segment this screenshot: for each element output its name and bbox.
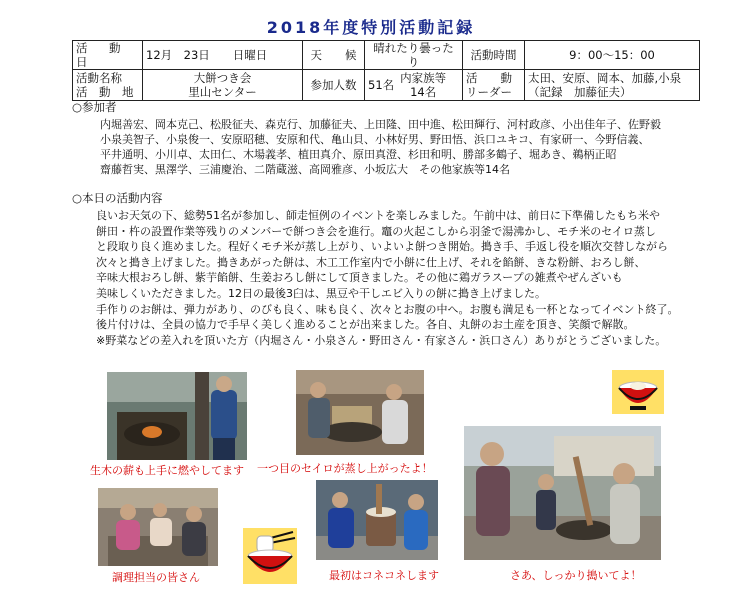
leader-names: 太田、安原、岡本、加藤,小泉: [528, 71, 682, 85]
participants-list: [100, 117, 700, 177]
family-count-value: 14名: [410, 85, 437, 99]
time-value: 9：00〜15：00: [525, 41, 700, 70]
count-label: 参加人数: [303, 70, 365, 101]
place-label: 活 動 地: [76, 85, 134, 99]
name-place-label: [73, 70, 143, 101]
activity-heading: ○本日の活動内容: [72, 191, 163, 205]
caption-cooks: 調理担当の皆さん: [112, 571, 200, 584]
place-value: 里山センター: [188, 85, 257, 99]
leader-label-line1: 活 動: [466, 71, 512, 85]
activity-info-table: [72, 40, 700, 101]
activity-line: 辛味大根おろし餅、紫芋餡餅、生姜おろし餅にして頂きました。その他に鶏ガラスープの雑煮やぜんざいも: [96, 271, 623, 285]
participants-line: 齋藤哲実、黒澤学、三浦慶治、二階蔵滋、高岡雅彦、小坂広大 その他家族等14名: [100, 163, 510, 176]
recorder-name: （記録 加藤征夫）: [528, 85, 632, 99]
caption-firewood: 生木の薪も上手に燃やしてます: [90, 464, 244, 477]
photo-firewood-fire: [107, 372, 247, 460]
leader-value: [525, 70, 700, 101]
photo-steamer: [296, 370, 424, 455]
activity-line: 餅田・杵の設置作業等残りのメンバーで餅つき会を進行。竈の火起こしから羽釜で湯沸かし、モチ米のセイロ蒸し: [96, 224, 656, 238]
photo-kneading: [316, 480, 438, 560]
date-value: 12月 23日 日曜日: [143, 41, 303, 70]
family-count-label: 内家族等: [400, 71, 447, 85]
activity-line: 良いお天気の下、総勢51名が参加し、師走恒例のイベントを楽しみました。午前中は、前日に下準備したもち米や: [96, 209, 660, 222]
leader-label-line2: リーダー: [466, 85, 512, 99]
activity-line: ※野菜などの差入れを頂いた方（内堀さん・小泉さん・野田さん・有家さん・浜口さん）ありがとうございました。: [96, 333, 667, 347]
activity-description: [96, 208, 716, 348]
activity-line: 手作りのお餅は、弾力があり、のびも良く、味も良く、次々とお腹の中へ。お腹も満足も一杯となってイベント終了。: [96, 302, 679, 316]
weather-label: 天 候: [303, 41, 365, 70]
zoni-bowl-illustration: [612, 370, 664, 414]
caption-kneading: 最初はコネコネします: [329, 569, 439, 582]
count-value: 51名: [368, 78, 395, 92]
caption-pounding: さあ、しっかり搗いてよ！: [510, 569, 642, 582]
participants-line: 小泉美智子、小泉俊一、安原昭穂、安原和代、亀山貝、小林好男、野田悟、浜口ユキコ、有家研一、今野信義、: [100, 133, 650, 146]
count-value-cell: [365, 70, 463, 101]
activity-line: 美味しくいただきました。12日の最後3臼は、黒豆や干しエビ入りの餅に搗き上げました。: [96, 286, 546, 300]
activity-line: 次々と搗き上げました。搗きあがった餅は、木工工作室内で小餅に仕上げ、それを餡餅、きな粉餅、おろし餅、: [96, 255, 646, 269]
date-label: 活 動 日: [73, 41, 143, 70]
participants-heading: ○参加者: [72, 100, 117, 114]
photo-pounding: [464, 426, 661, 560]
participants-line: 内堀善宏、岡本克己、松股征夫、森克行、加藤征夫、上田隆、田中進、松田輝行、河村政彦、小出佳年子、佐野毅: [100, 118, 661, 131]
weather-value: 晴れたり曇ったり: [365, 41, 463, 70]
activity-line: 後片付けは、全員の協力で手早く美しく進めることが出来ました。各自、丸餅のお土産を頂き、笑顔で解散。: [96, 318, 635, 332]
participants-line: 平井通明、小川卓、太田仁、木場義孝、植田真介、原田真澄、杉田和明、勝部多鶴子、堀あき、鵜柄正昭: [100, 148, 617, 161]
document-title: 2018年度特別活動記録: [266, 18, 476, 37]
caption-steamer: 一つ目のセイロが蒸し上がったよ！: [257, 462, 433, 475]
time-label: 活動時間: [463, 41, 525, 70]
activity-line: と段取り良く進めました。程好くモチ米が蒸し上がり、いよいよ餅つき開始。搗き手、手返し役を順次交替しながら: [96, 240, 668, 254]
mochi-bowl-illustration: [243, 528, 297, 584]
name-place-value: [143, 70, 303, 101]
name-value: 大餅つき会: [193, 71, 252, 85]
name-label: 活動名称: [76, 71, 122, 85]
photo-cooks: [98, 488, 218, 566]
leader-label: [463, 70, 525, 101]
